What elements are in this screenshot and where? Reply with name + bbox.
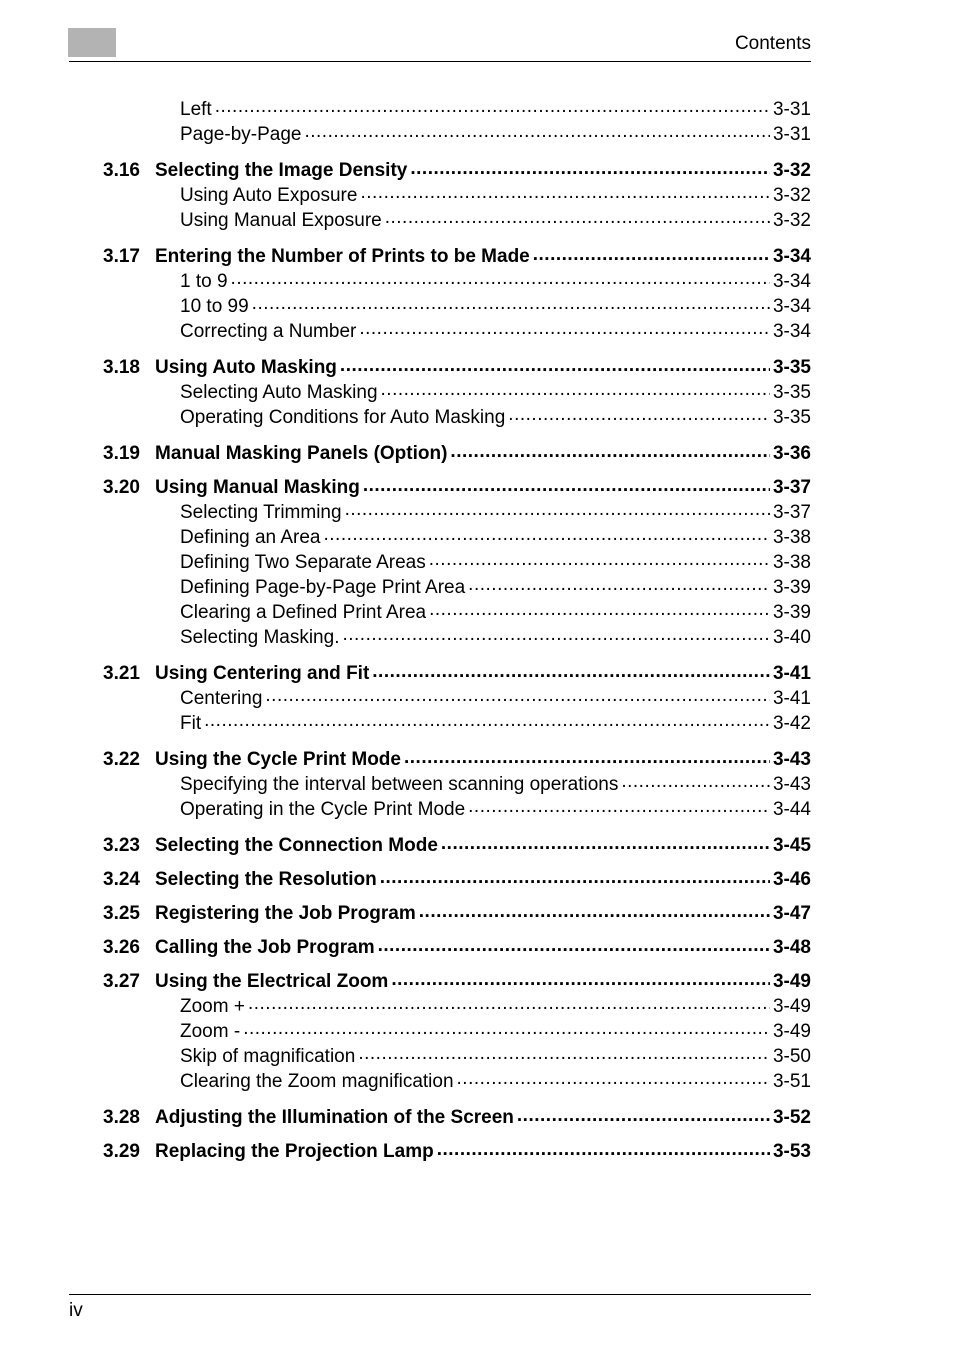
toc-entry-title: Clearing the Zoom magnification [180, 1071, 454, 1092]
toc-section-entry[interactable] [103, 157, 811, 180]
header-gray-block [68, 28, 116, 57]
toc-sub-entry[interactable] [103, 268, 811, 293]
toc-section-number: 3.27 [103, 971, 140, 992]
toc-dot-leader [457, 1068, 770, 1087]
toc-page-number: 3-48 [772, 937, 811, 958]
toc-page-number: 3-39 [772, 602, 811, 623]
toc-sub-entry[interactable] [103, 182, 811, 207]
toc-page-number: 3-35 [772, 357, 811, 378]
toc-entry-title: Operating Conditions for Auto Masking [180, 407, 506, 428]
toc-dot-leader [342, 624, 770, 643]
toc-entry-title: Replacing the Projection Lamp [155, 1141, 434, 1162]
toc-dot-leader [204, 710, 770, 729]
toc-dot-leader [468, 796, 770, 815]
toc-page-number: 3-37 [772, 502, 811, 523]
toc-dot-leader [358, 1043, 770, 1062]
toc-dot-leader [248, 993, 770, 1012]
toc-entry-title: Selecting Auto Masking [180, 382, 378, 403]
toc-dot-leader [410, 157, 770, 176]
toc-entry-title: Selecting the Connection Mode [155, 835, 438, 856]
toc-dot-leader [380, 866, 770, 885]
toc-page-number: 3-46 [772, 869, 811, 890]
toc-dot-leader [441, 832, 770, 851]
toc-section-number: 3.20 [103, 477, 140, 498]
toc-section-number: 3.25 [103, 903, 140, 924]
toc-section-entry[interactable] [103, 474, 811, 497]
toc-dot-leader [378, 934, 770, 953]
toc-entry-title: 10 to 99 [180, 296, 249, 317]
toc-page-number: 3-41 [772, 663, 811, 684]
toc-entry-title: Zoom + [180, 996, 245, 1017]
toc-entry-title: Using Auto Masking [155, 357, 337, 378]
toc-section-number: 3.24 [103, 869, 140, 890]
toc-sub-entry[interactable] [103, 710, 811, 735]
toc-page-number: 3-43 [772, 749, 811, 770]
toc-entry-title: Fit [180, 713, 202, 734]
toc-section-number: 3.16 [103, 160, 140, 181]
toc-dot-leader [304, 121, 770, 140]
toc-entry-title: Entering the Number of Prints to be Made [155, 246, 530, 267]
toc-page-number: 3-31 [772, 124, 811, 145]
toc-section-entry[interactable] [103, 746, 811, 769]
toc-section-entry[interactable] [103, 866, 811, 889]
toc-page-number: 3-47 [772, 903, 811, 924]
toc-section-entry[interactable] [103, 1138, 811, 1161]
toc-section-number: 3.22 [103, 749, 140, 770]
toc-sub-entry[interactable] [103, 685, 811, 710]
toc-dot-leader [252, 293, 770, 312]
toc-page-number: 3-34 [772, 246, 811, 267]
toc-sub-entry[interactable] [103, 524, 811, 549]
toc-page-number: 3-32 [772, 210, 811, 231]
toc-section-entry[interactable] [103, 934, 811, 957]
header-rule [69, 61, 811, 62]
toc-page-number: 3-52 [772, 1107, 811, 1128]
toc-dot-leader [437, 1138, 770, 1157]
toc-page-number: 3-51 [772, 1071, 811, 1092]
toc-entry-title: Using Centering and Fit [155, 663, 370, 684]
toc-section-entry[interactable] [103, 243, 811, 266]
toc-sub-entry[interactable] [103, 771, 811, 796]
toc-sub-entry[interactable] [103, 96, 811, 121]
toc-dot-leader [265, 685, 770, 704]
toc-sub-entry[interactable] [103, 624, 811, 649]
toc-entry-title: Selecting Trimming [180, 502, 342, 523]
toc-section-entry[interactable] [103, 440, 811, 463]
toc-entry-title: Selecting the Resolution [155, 869, 377, 890]
toc-page-number: 3-40 [772, 627, 811, 648]
footer-rule [69, 1294, 811, 1295]
toc-entry-title: Using the Cycle Print Mode [155, 749, 401, 770]
toc-page-number: 3-42 [772, 713, 811, 734]
toc-sub-entry[interactable] [103, 121, 811, 146]
toc-section-entry[interactable] [103, 1104, 811, 1127]
toc-dot-leader [517, 1104, 770, 1123]
toc-section-number: 3.19 [103, 443, 140, 464]
toc-dot-leader [243, 1018, 770, 1037]
toc-page-number: 3-37 [772, 477, 811, 498]
toc-sub-entry[interactable] [103, 1068, 811, 1093]
toc-page-number: 3-34 [772, 296, 811, 317]
toc-page-number: 3-35 [772, 407, 811, 428]
toc-page-number: 3-49 [772, 1021, 811, 1042]
toc-dot-leader [215, 96, 770, 115]
toc-page-number: 3-45 [772, 835, 811, 856]
toc-page-number: 3-32 [772, 185, 811, 206]
toc-dot-leader [360, 182, 770, 201]
toc-page-number: 3-49 [772, 971, 811, 992]
toc-dot-leader [508, 404, 770, 423]
table-of-contents [103, 96, 811, 1163]
toc-entry-title: Using Manual Masking [155, 477, 360, 498]
toc-section-number: 3.18 [103, 357, 140, 378]
toc-section-number: 3.29 [103, 1141, 140, 1162]
toc-dot-leader [340, 354, 770, 373]
toc-entry-title: Correcting a Number [180, 321, 357, 342]
toc-dot-leader [429, 599, 770, 618]
toc-dot-leader [404, 746, 770, 765]
toc-entry-title: Defining an Area [180, 527, 321, 548]
toc-dot-leader [381, 379, 770, 398]
toc-dot-leader [345, 499, 770, 518]
toc-entry-title: Operating in the Cycle Print Mode [180, 799, 466, 820]
toc-page-number: 3-50 [772, 1046, 811, 1067]
toc-dot-leader [391, 968, 770, 987]
toc-section-number: 3.21 [103, 663, 140, 684]
toc-page-number: 3-44 [772, 799, 811, 820]
toc-dot-leader [468, 574, 770, 593]
toc-dot-leader [363, 474, 770, 493]
toc-page-number: 3-38 [772, 527, 811, 548]
toc-page-number: 3-34 [772, 271, 811, 292]
toc-page-number: 3-41 [772, 688, 811, 709]
toc-sub-entry[interactable] [103, 599, 811, 624]
toc-entry-title: Manual Masking Panels (Option) [155, 443, 448, 464]
toc-sub-entry[interactable] [103, 796, 811, 821]
toc-section-number: 3.26 [103, 937, 140, 958]
toc-dot-leader [385, 207, 770, 226]
toc-sub-entry[interactable] [103, 574, 811, 599]
toc-entry-title: Zoom - [180, 1021, 241, 1042]
toc-entry-title: Left [180, 99, 212, 120]
toc-section-entry[interactable] [103, 660, 811, 683]
toc-dot-leader [533, 243, 770, 262]
toc-entry-title: Calling the Job Program [155, 937, 375, 958]
toc-sub-entry[interactable] [103, 207, 811, 232]
toc-dot-leader [419, 900, 770, 919]
toc-sub-entry[interactable] [103, 379, 811, 404]
toc-page-number: 3-36 [772, 443, 811, 464]
toc-sub-entry[interactable] [103, 993, 811, 1018]
toc-sub-entry[interactable] [103, 293, 811, 318]
toc-entry-title: Centering [180, 688, 263, 709]
toc-entry-title: Registering the Job Program [155, 903, 416, 924]
toc-entry-title: Selecting Masking. [180, 627, 340, 648]
toc-page-number: 3-32 [772, 160, 811, 181]
toc-dot-leader [429, 549, 770, 568]
header-title: Contents [734, 33, 811, 54]
footer-page-number: iv [69, 1300, 83, 1321]
toc-sub-entry[interactable] [103, 1043, 811, 1068]
toc-page-number: 3-53 [772, 1141, 811, 1162]
toc-entry-title: Selecting the Image Density [155, 160, 408, 181]
toc-entry-title: Using the Electrical Zoom [155, 971, 389, 992]
toc-dot-leader [359, 318, 770, 337]
toc-entry-title: 1 to 9 [180, 271, 228, 292]
toc-entry-title: Adjusting the Illumination of the Screen [155, 1107, 514, 1128]
toc-entry-title: Defining Two Separate Areas [180, 552, 426, 573]
toc-entry-title: Specifying the interval between scanning operations [180, 774, 619, 795]
toc-section-entry[interactable] [103, 968, 811, 991]
toc-dot-leader [231, 268, 770, 287]
toc-entry-title: Defining Page-by-Page Print Area [180, 577, 466, 598]
toc-entry-title: Using Auto Exposure [180, 185, 358, 206]
toc-dot-leader [621, 771, 770, 790]
toc-page-number: 3-49 [772, 996, 811, 1017]
toc-section-entry[interactable] [103, 354, 811, 377]
toc-section-number: 3.17 [103, 246, 140, 267]
toc-entry-title: Using Manual Exposure [180, 210, 382, 231]
toc-dot-leader [450, 440, 770, 459]
toc-entry-title: Clearing a Defined Print Area [180, 602, 427, 623]
toc-section-number: 3.28 [103, 1107, 140, 1128]
toc-page-number: 3-34 [772, 321, 811, 342]
toc-page-number: 3-43 [772, 774, 811, 795]
toc-entry-title: Page-by-Page [180, 124, 302, 145]
toc-entry-title: Skip of magnification [180, 1046, 356, 1067]
toc-sub-entry[interactable] [103, 499, 811, 524]
toc-sub-entry[interactable] [103, 404, 811, 429]
toc-page-number: 3-35 [772, 382, 811, 403]
toc-section-entry[interactable] [103, 900, 811, 923]
toc-page-number: 3-39 [772, 577, 811, 598]
toc-sub-entry[interactable] [103, 318, 811, 343]
toc-page-number: 3-31 [772, 99, 811, 120]
toc-dot-leader [324, 524, 770, 543]
toc-sub-entry[interactable] [103, 549, 811, 574]
toc-section-number: 3.23 [103, 835, 140, 856]
toc-section-entry[interactable] [103, 832, 811, 855]
toc-dot-leader [372, 660, 770, 679]
toc-page-number: 3-38 [772, 552, 811, 573]
toc-sub-entry[interactable] [103, 1018, 811, 1043]
